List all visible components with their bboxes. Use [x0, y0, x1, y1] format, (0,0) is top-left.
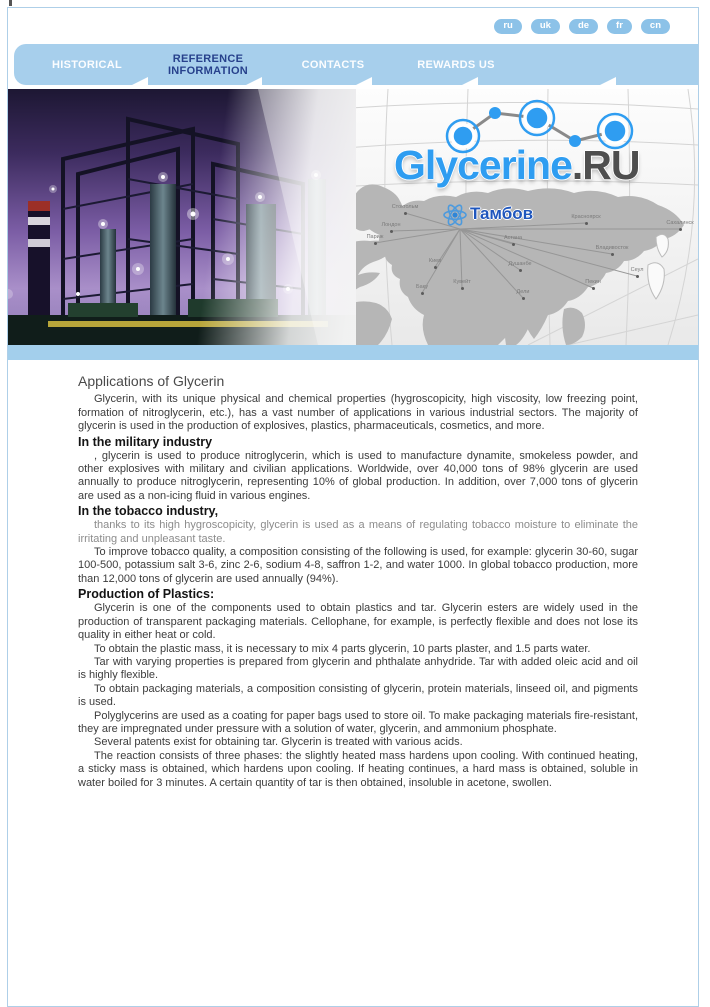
city-label: Сахалинск: [666, 220, 694, 226]
article: [8, 360, 698, 790]
language-button[interactable]: fr: [607, 19, 632, 34]
city-label: Стокгольм: [391, 204, 419, 210]
nav-tab[interactable]: HISTORICAL: [51, 58, 123, 71]
language-buttons: [494, 19, 670, 34]
city-label: Лондон: [381, 222, 401, 228]
logo-primary-text: Glycerine: [394, 142, 572, 188]
nav-tab[interactable]: REFERENCE INFORMATION: [167, 52, 249, 77]
main-nav: [14, 44, 698, 85]
header-banner: [8, 89, 698, 345]
article-body: [78, 393, 638, 790]
article-block: In the tobacco industry,: [78, 504, 219, 519]
atom-icon: [442, 201, 468, 229]
city-label: Киев: [428, 258, 442, 264]
logo-suffix-text: .RU: [571, 142, 640, 188]
article-block: , glycerin is used to produce nitroglycerin, which is used to manufacture dynamite, smokeless powder, and other explosives with military and civilian applications. Worldwide, over 40,000 tons of 98% glycerin are used annually to produce nitroglycerin, representing 10% of global production. In addition, over 7,000 tons of glycerin are used as a non-icing fluid in various engines.: [78, 449, 638, 502]
screen-artifact: [9, 0, 12, 6]
page-container: [7, 7, 699, 1007]
article-block: Tar with varying properties is prepared from glycerin and phthalate anhydride. Tar with added oleic acid and oil is highly flexible.: [78, 655, 638, 682]
article-block: thanks to its high hygroscopicity, glycerin is used as a means of regulating tobacco moisture to eliminate the irritating and unpleasant taste.: [78, 519, 638, 545]
article-block: Several patents exist for obtaining tar. Glycerin is treated with various acids.: [94, 736, 463, 749]
nav-tab[interactable]: CONTACTS: [301, 58, 365, 71]
article-block: Glycerin is one of the components used to obtain plastics and tar. Glycerin esters are widely used in the production of transparent packaging materials. Cellophane, for example, is perfectly flexible and does not lose its quality in either heat or cold.: [78, 602, 638, 642]
article-block: Glycerin, with its unique physical and chemical properties (hygroscopicity, high viscosity, low freezing point, formation of nitroglycerin, etc.), has a vast number of applications in various industrial sectors. The majority of glycerin is used in the production of explosives, plastics, pharmaceuticals, cosmetics, and more.: [78, 393, 638, 433]
article-block: Polyglycerins are used as a coating for paper bags used to store oil. To make packaging materials fire-resistant, they are impregnated under pressure with a solution of water, glycerin, and ammonium phosphate.: [78, 709, 638, 735]
article-block: In the military industry: [78, 434, 213, 449]
language-button[interactable]: uk: [531, 19, 560, 34]
city-label: Сеул: [630, 267, 644, 273]
article-block: To improve tobacco quality, a composition consisting of the following is used, for example: glycerin 30-60, sugar 100-500, potassium salt 3-6, zinc 2-6, sodium 4-8, saffron 1-2, and water 1000. In global tobacco production, more than 12,000 tons of glycerin are used annually (94%).: [78, 546, 638, 585]
article-block: The reaction consists of three phases: the slightly heated mass hardens upon cooling. With continued heating, a sticky mass is obtained, which hardens upon cooling. If heating continues, a hard mass is obtained, soluble in water boiled for 3 minutes. A certain quantity of tar is then obtained, insoluble in acetone, swollen.: [78, 749, 638, 789]
article-title: Applications of Glycerin: [78, 373, 225, 389]
hub-city-label: Тамбов: [470, 204, 534, 223]
city-label: Баку: [416, 284, 428, 290]
city-label: Пекин: [585, 279, 601, 285]
tab-notch: [132, 77, 148, 85]
city-label: Душанбе: [508, 261, 532, 267]
city-label: Астана: [503, 235, 523, 241]
language-button[interactable]: cn: [641, 19, 670, 34]
logo-layer: [8, 89, 698, 345]
nav-tabs: [28, 53, 698, 77]
tab-notch: [600, 77, 616, 85]
article-block: Production of Plastics:: [78, 587, 215, 602]
language-button[interactable]: de: [569, 19, 598, 34]
city-label: Дели: [516, 289, 530, 295]
language-button[interactable]: ru: [494, 19, 522, 34]
city-label: Красноярск: [571, 214, 601, 220]
city-label: Владивосток: [595, 245, 629, 251]
molecule-icon: [8, 89, 698, 345]
language-bar: [8, 8, 698, 44]
city-label: Париж: [366, 234, 384, 240]
nav-tab[interactable]: REWARDS US: [417, 58, 495, 71]
city-label: Кувейт: [453, 279, 471, 285]
tab-notch: [462, 77, 478, 85]
tab-notch: [246, 77, 262, 85]
tab-notch: [356, 77, 372, 85]
site-logo[interactable]: [394, 143, 640, 187]
article-block: To obtain the plastic mass, it is necessary to mix 4 parts glycerin, 10 parts plaster, and 1.5 parts water.: [94, 642, 591, 655]
divider-band: [8, 345, 698, 360]
article-block: To obtain packaging materials, a composition consisting of glycerin, protein materials, linseed oil, and pigments is used.: [78, 682, 638, 709]
